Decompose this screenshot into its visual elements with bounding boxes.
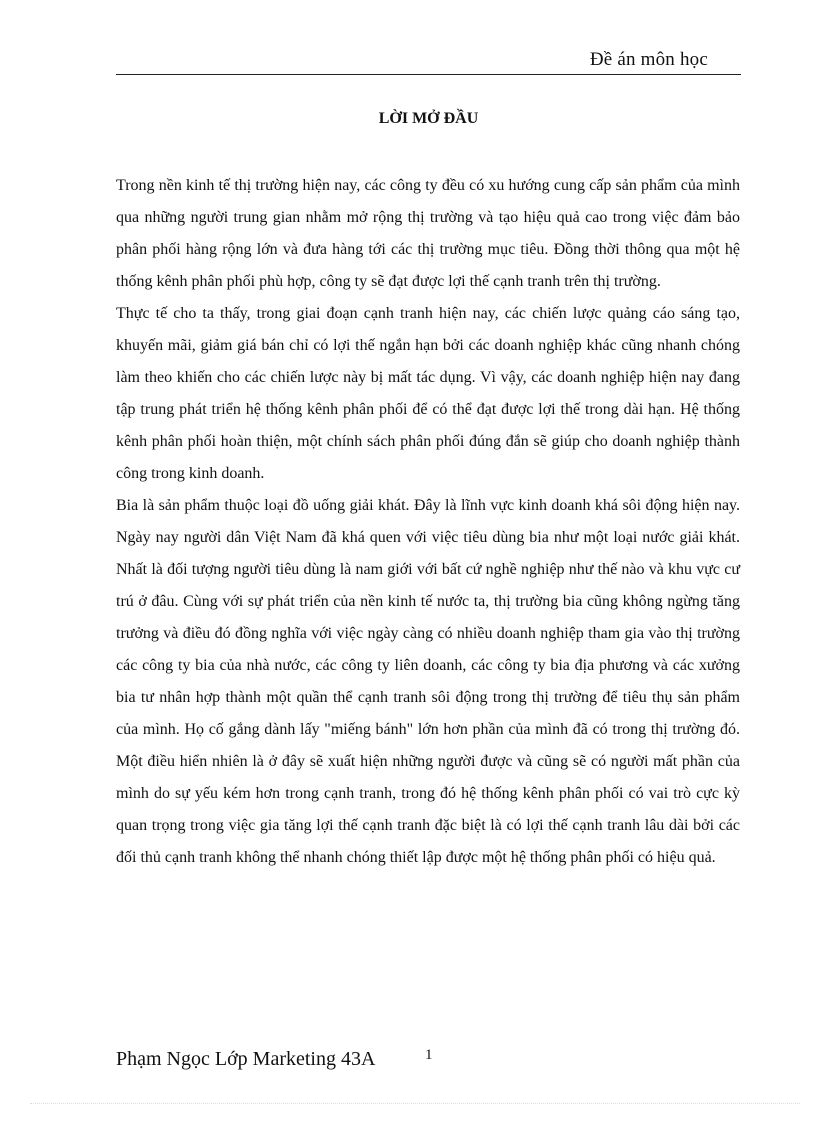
page-title: LỜI MỞ ĐẦU bbox=[378, 110, 479, 127]
footer-author: Phạm Ngọc Lớp Marketing 43A bbox=[116, 1048, 376, 1070]
paragraph-2: Thực tế cho ta thấy, trong giai đoạn cạnh tranh hiện nay, các chiến lược quảng cáo sáng tạo, khuyến mãi, giảm giá bán chỉ có lợi thế ngắn hạn bởi các doanh nghiệp khác cũng nhanh chóng làm theo khiến cho các chiến lược này bị mất tác dụng. Vì vậy, các doanh nghiệp hiện nay đang tập trung phát triển hệ thống kênh phân phối để có thể đạt được lợi thế trong dài hạn. Hệ thống kênh phân phối hoàn thiện, một chính sách phân phối đúng đắn sẽ giúp cho doanh nghiệp thành công trong kinh doanh. bbox=[116, 305, 740, 482]
document-body bbox=[116, 170, 740, 874]
paragraph-3: Bia là sản phẩm thuộc loại đồ uống giải khát. Đây là lĩnh vực kinh doanh khá sôi động hiện nay. Ngày nay người dân Việt Nam đã khá quen với việc tiêu dùng bia như một loại nước giải khát. Nhất là đối tượng người tiêu dùng là nam giới với bất cứ nghề nghiệp như thế nào và khu vực cư trú ở đâu. Cùng với sự phát triển của nền kinh tế nước ta, thị trường bia cũng không ngừng tăng trưởng và điều đó đồng nghĩa với việc ngày càng có nhiều doanh nghiệp tham gia vào thị trường các công ty bia của nhà nước, các công ty liên doanh, các công ty bia địa phương và các xưởng bia tư nhân hợp thành một quần thể cạnh tranh sôi động trong thị trường để tiêu thụ sản phẩm của mình. Họ cố gắng dành lấy "miếng bánh" lớn hơn phần của mình đã có trong thị trường đó. Một điều hiển nhiên là ở đây sẽ xuất hiện những người được và cũng sẽ có người mất phần của mình do sự yếu kém hơn trong cạnh tranh, trong đó hệ thống kênh phân phối có vai trò cực kỳ quan trọng trong việc gia tăng lợi thế cạnh tranh đặc biệt là có lợi thế cạnh tranh lâu dài bởi các đối thủ cạnh tranh không thể nhanh chóng thiết lập được một hệ thống phân phối có hiệu quả. bbox=[116, 497, 740, 866]
paragraph-1: Trong nền kinh tế thị trường hiện nay, các công ty đều có xu hướng cung cấp sản phẩm của mình qua những người trung gian nhằm mở rộng thị trường và tạo hiệu quả cao trong việc đảm bảo phân phối hàng rộng lớn và đưa hàng tới các thị trường mục tiêu. Đồng thời thông qua một hệ thống kênh phân phối phù hợp, công ty sẽ đạt được lợi thế cạnh tranh trên thị trường. bbox=[116, 177, 740, 290]
page-number: 1 bbox=[425, 1047, 433, 1063]
page-bottom-divider bbox=[30, 1103, 800, 1104]
header-title: Đề án môn học bbox=[589, 49, 708, 70]
header-divider bbox=[116, 74, 741, 75]
